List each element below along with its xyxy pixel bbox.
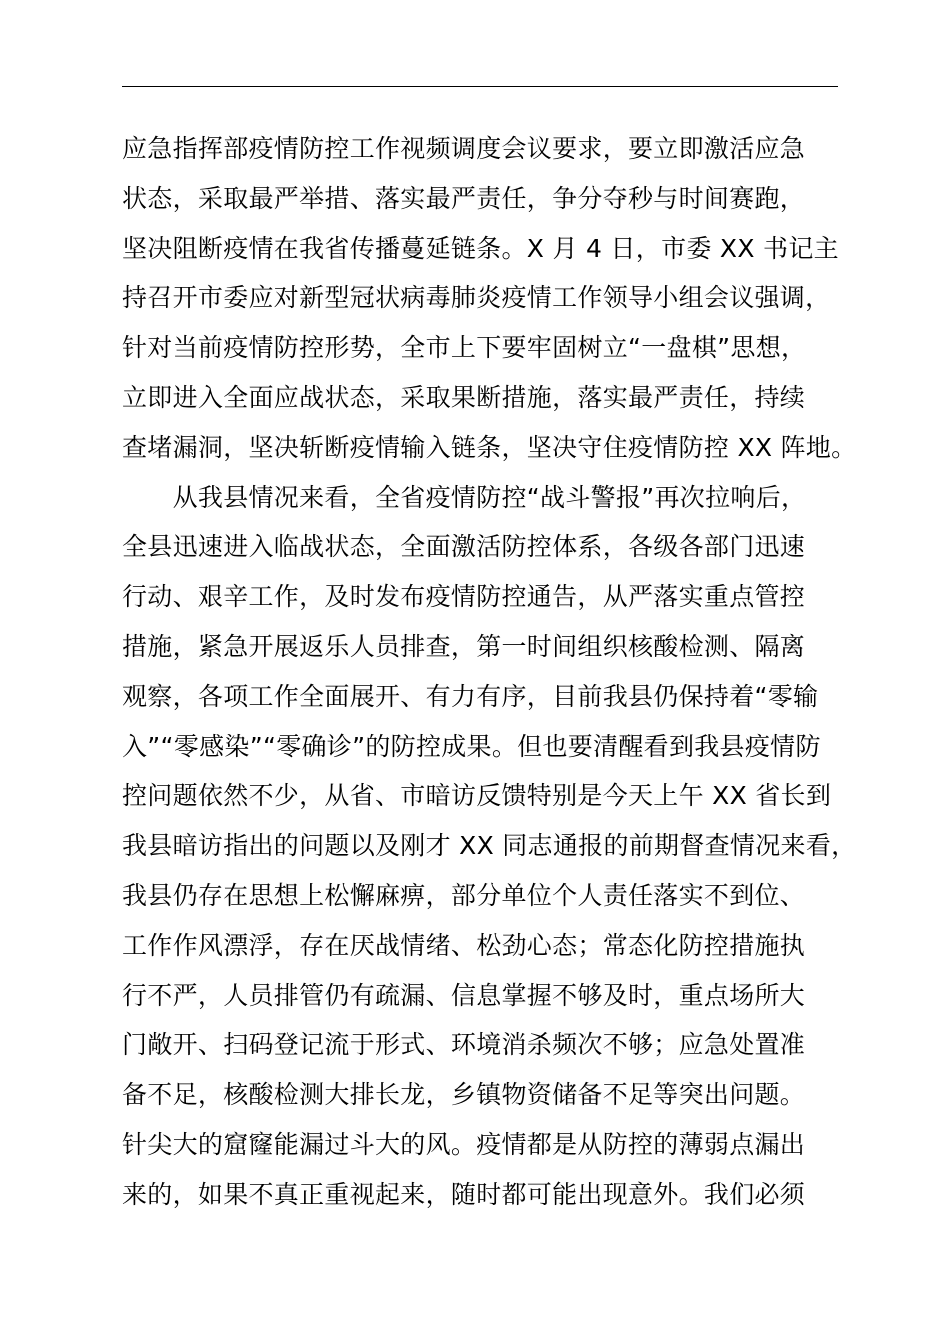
text-line: 来的，如果不真正重视起来，随时都可能出现意外。我们必须 bbox=[122, 1179, 806, 1209]
text-line: 措施，紧急开展返乐人员排查，第一时间组织核酸检测、隔离 bbox=[122, 631, 806, 661]
text-line: 工作作风漂浮，存在厌战情绪、松劲心态；常态化防控措施执 bbox=[122, 930, 806, 960]
text-line: 控问题依然不少，从省、市暗访反馈特别是今天上午 XX 省长到 bbox=[122, 781, 832, 811]
text-line: 行不严，人员排管仍有疏漏、信息掌握不够及时，重点场所大 bbox=[122, 980, 806, 1010]
text-line: 入”“零感染”“零确诊”的防控成果。但也要清醒看到我县疫情防 bbox=[122, 731, 821, 761]
text-line: 坚决阻断疫情在我省传播蔓延链条。X 月 4 日，市委 XX 书记主 bbox=[122, 233, 839, 263]
text-line: 针尖大的窟窿能漏过斗大的风。疫情都是从防控的薄弱点漏出 bbox=[122, 1129, 806, 1159]
text-line: 查堵漏洞，坚决斩断疫情输入链条，坚决守住疫情防控 XX 阵地。 bbox=[122, 432, 857, 462]
text-line: 从我县情况来看，全省疫情防控“战斗警报”再次拉响后， bbox=[122, 482, 807, 512]
text-line: 针对当前疫情防控形势，全市上下要牢固树立“一盘棋”思想， bbox=[122, 333, 807, 363]
text-line: 我县仍存在思想上松懈麻痹，部分单位个人责任落实不到位、 bbox=[122, 880, 806, 910]
text-line: 立即进入全面应战状态，采取果断措施，落实最严责任，持续 bbox=[122, 382, 806, 412]
header-rule bbox=[122, 86, 838, 87]
text-line: 观察，各项工作全面展开、有力有序，目前我县仍保持着“零输 bbox=[122, 681, 819, 711]
text-line: 行动、艰辛工作，及时发布疫情防控通告，从严落实重点管控 bbox=[122, 582, 806, 612]
text-line: 持召开市委应对新型冠状病毒肺炎疫情工作领导小组会议强调， bbox=[122, 283, 831, 313]
text-line: 应急指挥部疫情防控工作视频调度会议要求，要立即激活应急 bbox=[122, 134, 806, 163]
text-line: 我县暗访指出的问题以及刚才 XX 同志通报的前期督查情况来看， bbox=[122, 831, 857, 861]
document-body bbox=[122, 124, 857, 1220]
text-line: 备不足，核酸检测大排长龙，乡镇物资储备不足等突出问题。 bbox=[122, 1080, 806, 1110]
text-line: 状态，采取最严举措、落实最严责任，争分夺秒与时间赛跑， bbox=[122, 183, 806, 213]
text-line: 门敞开、扫码登记流于形式、环境消杀频次不够；应急处置准 bbox=[122, 1030, 806, 1060]
text-line: 全县迅速进入临战状态，全面激活防控体系，各级各部门迅速 bbox=[122, 532, 806, 562]
